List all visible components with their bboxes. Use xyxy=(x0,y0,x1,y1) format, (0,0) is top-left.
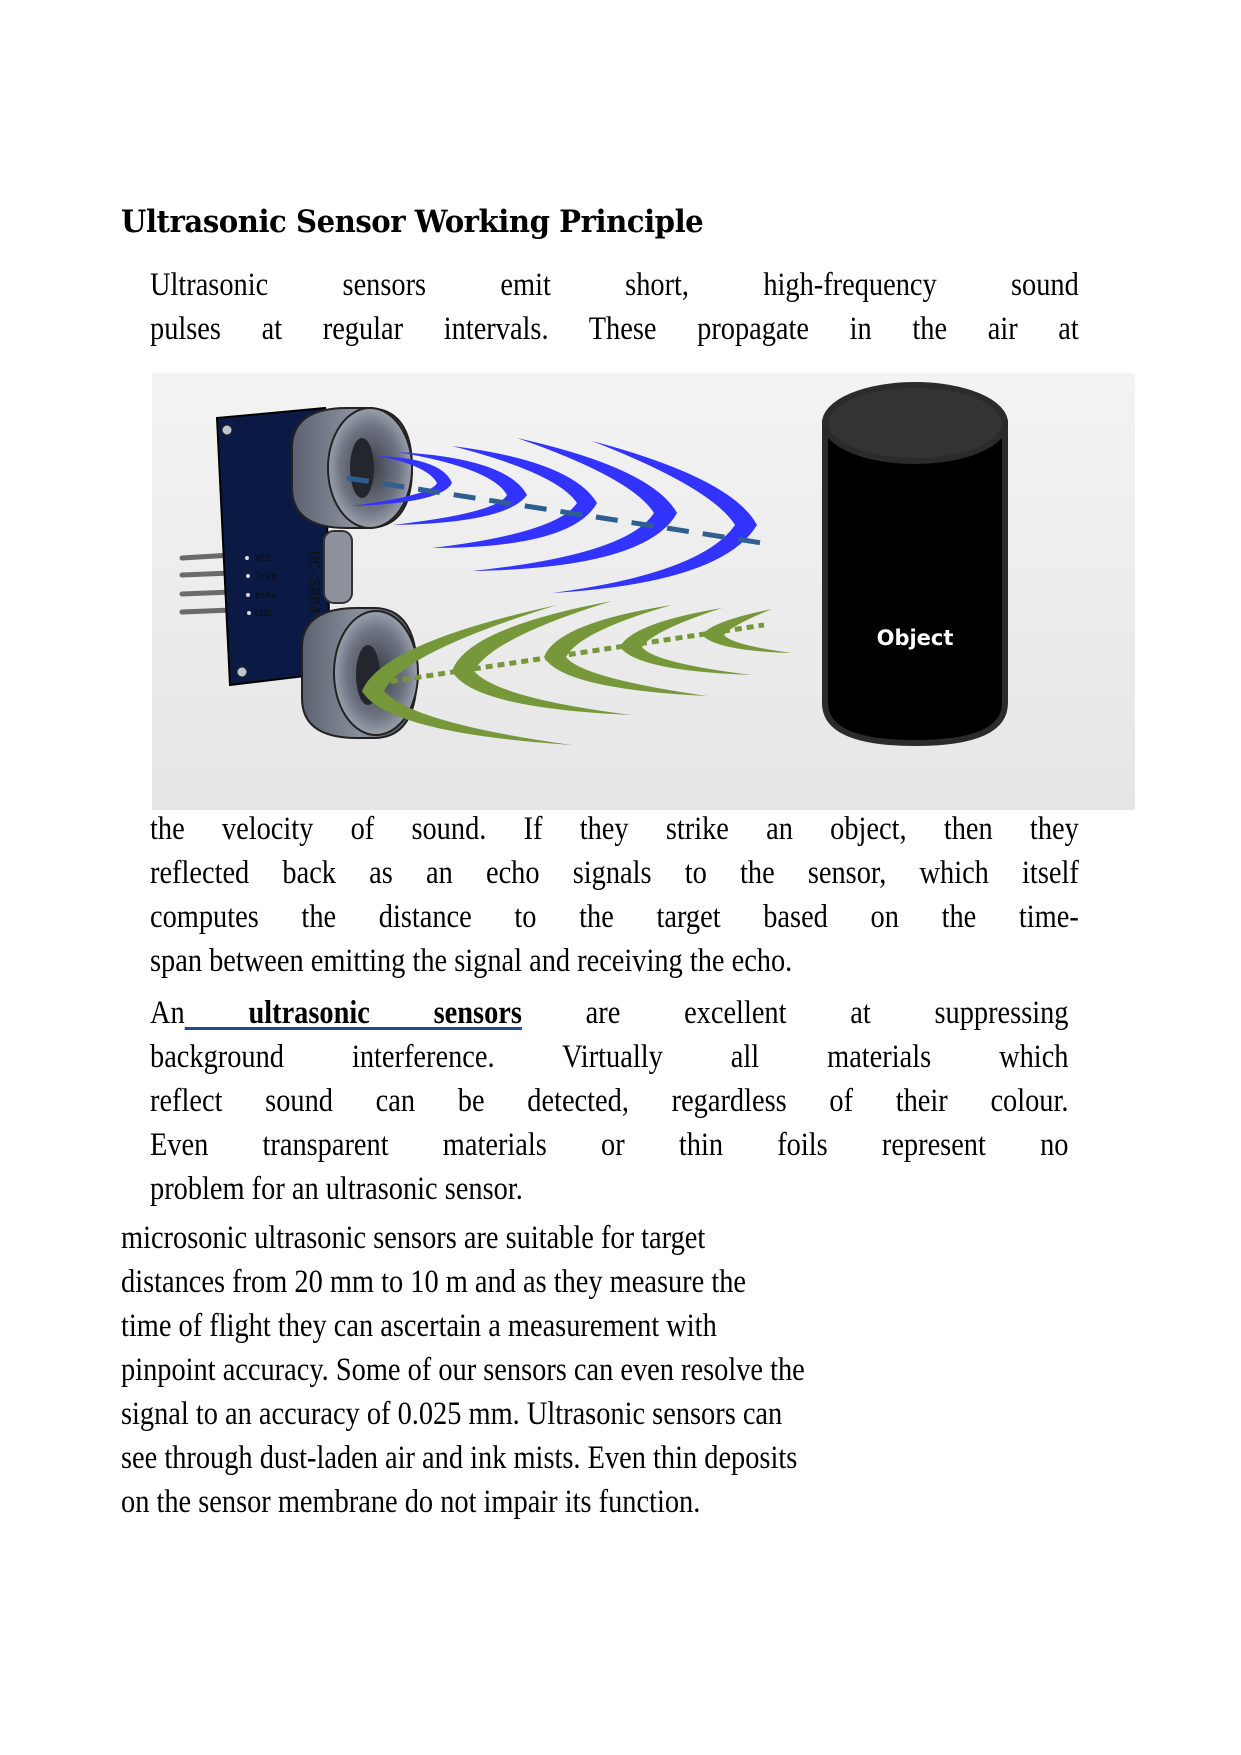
pin-label-trig: Trig xyxy=(255,572,277,582)
ultrasonic-sensors-link[interactable]: ultrasonic sensors xyxy=(248,995,522,1031)
text-line: reflected back as an echo signals to the sensor, which itself xyxy=(150,855,1079,891)
text-rest: are excellent at suppressing xyxy=(585,995,1069,1031)
text-line: signal to an accuracy of 0.025 mm. Ultrasonic sensors can xyxy=(121,1396,783,1432)
text-line: pulses at regular intervals. These propagate in the air at xyxy=(150,311,1079,347)
object-label: Object xyxy=(876,626,954,650)
text-line: time of flight they can ascertain a measurement with xyxy=(121,1308,717,1344)
text-line: pinpoint accuracy. Some of our sensors can even resolve the xyxy=(121,1352,805,1388)
text-line: the velocity of sound. If they strike an object, then they xyxy=(150,811,1079,847)
text-line: problem for an ultrasonic sensor. xyxy=(150,1171,523,1207)
pin-label-gnd: GND xyxy=(255,609,272,619)
text-line: see through dust-laden air and ink mists. Even thin deposits xyxy=(121,1440,798,1476)
pin-label-vcc: VCC xyxy=(255,554,272,564)
object-cylinder-icon xyxy=(825,385,1005,743)
paragraph-echo xyxy=(150,807,1079,983)
text-line: microsonic ultrasonic sensors are suitable for target xyxy=(121,1220,706,1256)
text-line: distances from 20 mm to 10 m and as they measure the xyxy=(121,1264,747,1300)
echo-sound-waves-icon xyxy=(362,601,792,745)
text-line: background interference. Virtually all materials which xyxy=(150,1039,1069,1075)
text-line: computes the distance to the target based on the time- xyxy=(150,899,1079,935)
text-line xyxy=(150,991,1068,1035)
pin-label-echo: Echo xyxy=(255,591,277,601)
transmitter-transducer-icon xyxy=(292,408,412,528)
text-prefix: An xyxy=(150,995,185,1031)
text-line: Ultrasonic sensors emit short, high-frequency sound xyxy=(150,267,1079,303)
text-line: reflect sound can be detected, regardless of their colour. xyxy=(150,1083,1069,1119)
receiver-transducer-icon xyxy=(302,608,418,738)
ultrasonic-diagram xyxy=(152,373,1135,810)
text-line: span between emitting the signal and receiving the echo. xyxy=(150,943,793,979)
paragraph-microsonic xyxy=(121,1216,1076,1524)
page-title: Ultrasonic Sensor Working Principle xyxy=(121,204,704,240)
text-line: Even transparent materials or thin foils represent no xyxy=(150,1127,1069,1163)
text-line: on the sensor membrane do not impair its function. xyxy=(121,1484,701,1520)
board-label: HC-SR04 xyxy=(305,551,323,615)
ultrasonic-diagram-figure xyxy=(152,373,1135,810)
paragraph-intro xyxy=(150,263,1079,351)
emitted-sound-waves-icon xyxy=(352,438,757,593)
paragraph-interference xyxy=(150,991,1068,1211)
